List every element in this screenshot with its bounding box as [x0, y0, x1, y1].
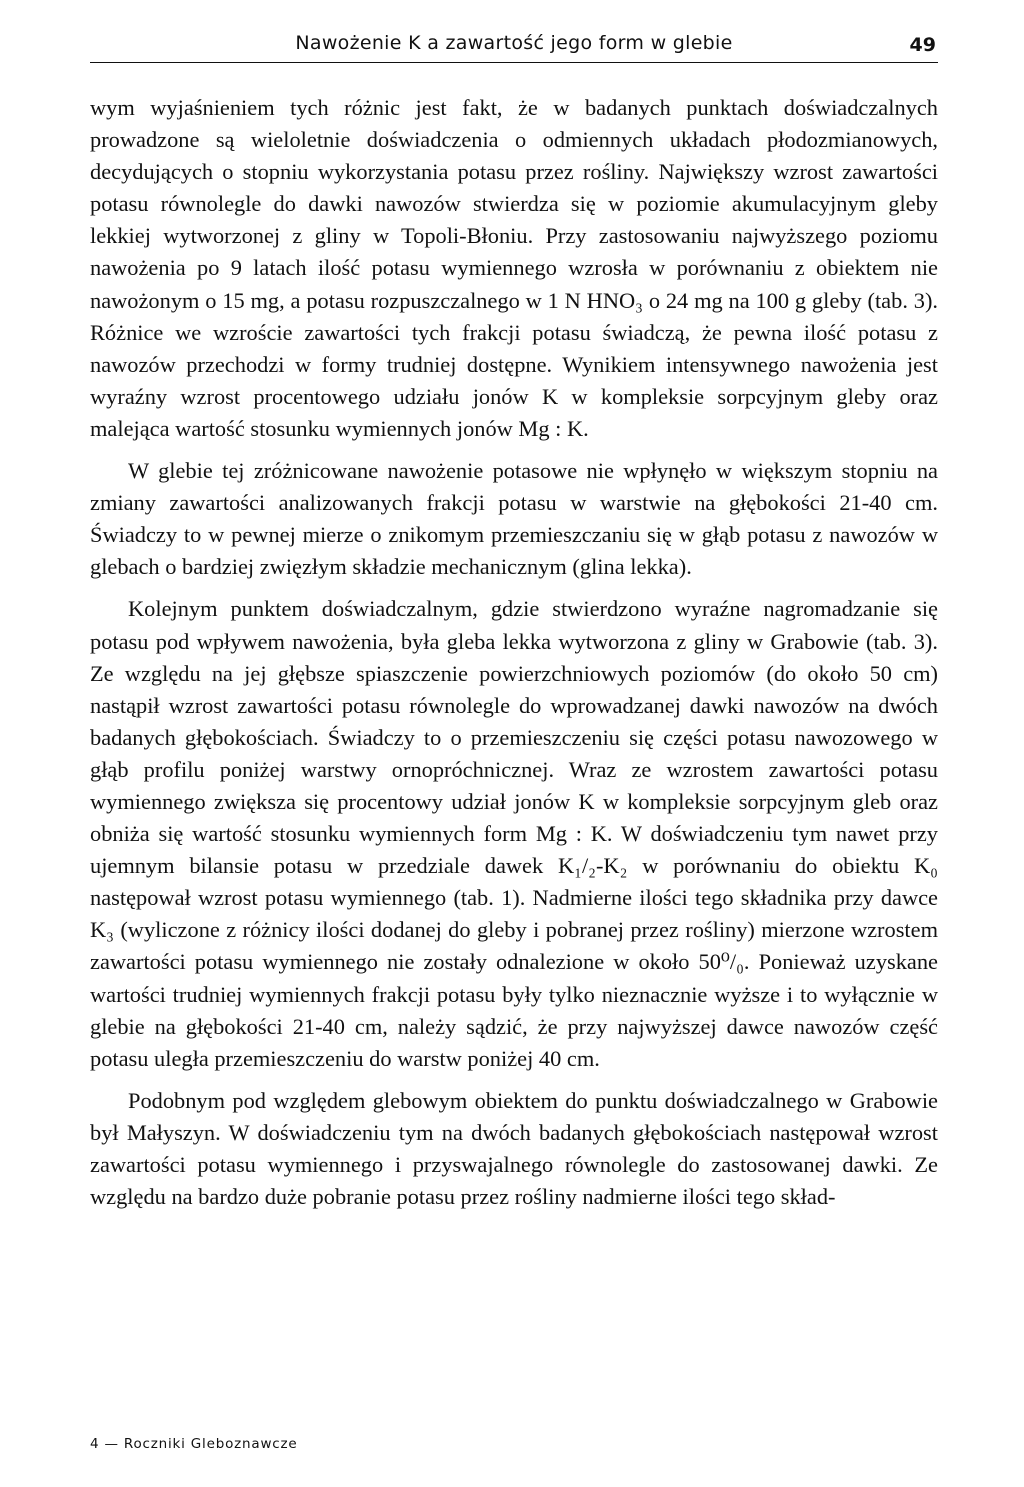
paragraph-3: Kolejnym punktem doświadczalnym, gdzie stwierdzono wyraźne nagromadzanie się potasu pod wpływem nawożenia, była gleba lekka wytworzona z gliny w Grabowie (tab. 3). Ze względu na jej głębsze spiaszczenie powierzchniowych poziomów (do około 50 cm) nastąpił wzrost zawartości potasu równolegle do wprowadzanej dawki nawozów na dwóch badanych głębokościach. Świadczy to o przemieszczeniu się części potasu nawozowego w głąb profilu poniżej warstwy ornopróchnicznej. Wraz ze wzrostem zawartości potasu wymiennego zwiększa się procentowy udział jonów K w kompleksie sorpcyjnym gleb oraz obniża się wartość stosunku wymiennych form Mg : K. W doświadczeniu tym nawet przy ujemnym bilansie potasu w przedziale dawek K₁/₂-K₂ w porównaniu do obiektu K₀ następował wzrost potasu wymiennego (tab. 1). Nadmierne ilości tego składnika przy dawce K₃ (wyliczone z różnicy ilości dodanej do gleby i pobranej przez rośliny) mierzone wzrostem zawartości potasu wymiennego nie zostały odnalezione w około 50⁰/₀. Ponieważ uzyskane wartości trudniej wymiennych frakcji potasu były tylko nieznacznie wyższe i to wyłącznie w glebie na głębokości 21-40 cm, należy sądzić, że przy najwyższej dawce nawozów część potasu uległa przemieszczeniu do warstw poniżej 40 cm. [90, 596, 938, 1071]
page-footer: 4 — Roczniki Gleboznawcze [90, 1436, 298, 1452]
running-head: Nawożenie K a zawartość jego form w glebie [295, 32, 733, 54]
paragraph-2: W glebie tej zróżnicowane nawożenie potasowe nie wpłynęło w większym stopniu na zmiany zawartości analizowanych frakcji potasu w warstwie na głębokości 21-40 cm. Świadczy to w pewnej mierze o znikomym przemieszczaniu się w głąb potasu z nawozów w glebach o bardziej zwięzłym składzie mechanicznym (glina lekka). [90, 458, 938, 580]
paragraph-1: wym wyjaśnieniem tych różnic jest fakt, że w badanych punktach doświadczalnych prowadzone są wieloletnie doświadczenia o odmiennych układach płodozmianowych, decydujących o stopniu wykorzystania potasu przez rośliny. Największy wzrost zawartości potasu równolegle do dawki nawozów stwierdza się w poziomie akumulacyjnym gleby lekkiej wytworzonej z gliny w Topoli-Błoniu. Przy zastosowaniu najwyższego poziomu nawożenia po 9 latach ilość potasu wymiennego wzrosła w porównaniu z obiektem nie nawożonym o 15 mg, a potasu rozpuszczalnego w 1 N HNO₃ o 24 mg na 100 g gleby (tab. 3). Różnice we wzroście zawartości tych frakcji potasu świadczą, że pewna ilość potasu z nawozów przechodzi w formy trudniej dostępne. Wynikiem intensywnego nawożenia jest wyraźny wzrost procentowego udziału jonów K w kompleksie sorpcyjnym gleby oraz malejąca wartość stosunku wymiennych jonów Mg : K. [90, 95, 938, 441]
body-text [90, 92, 938, 1223]
paragraph-4: Podobnym pod względem glebowym obiektem do punktu doświadczalnego w Grabowie był Małyszyn. W doświadczeniu tym na dwóch badanych głębokościach następował wzrost zawartości potasu wymiennego i przyswajalnego równolegle do zastosowanej dawki. Ze względu na bardzo duże pobranie potasu przez rośliny nadmierne ilości tego skład- [90, 1087, 938, 1210]
page-header [90, 32, 938, 63]
page-number: 49 [909, 34, 936, 56]
